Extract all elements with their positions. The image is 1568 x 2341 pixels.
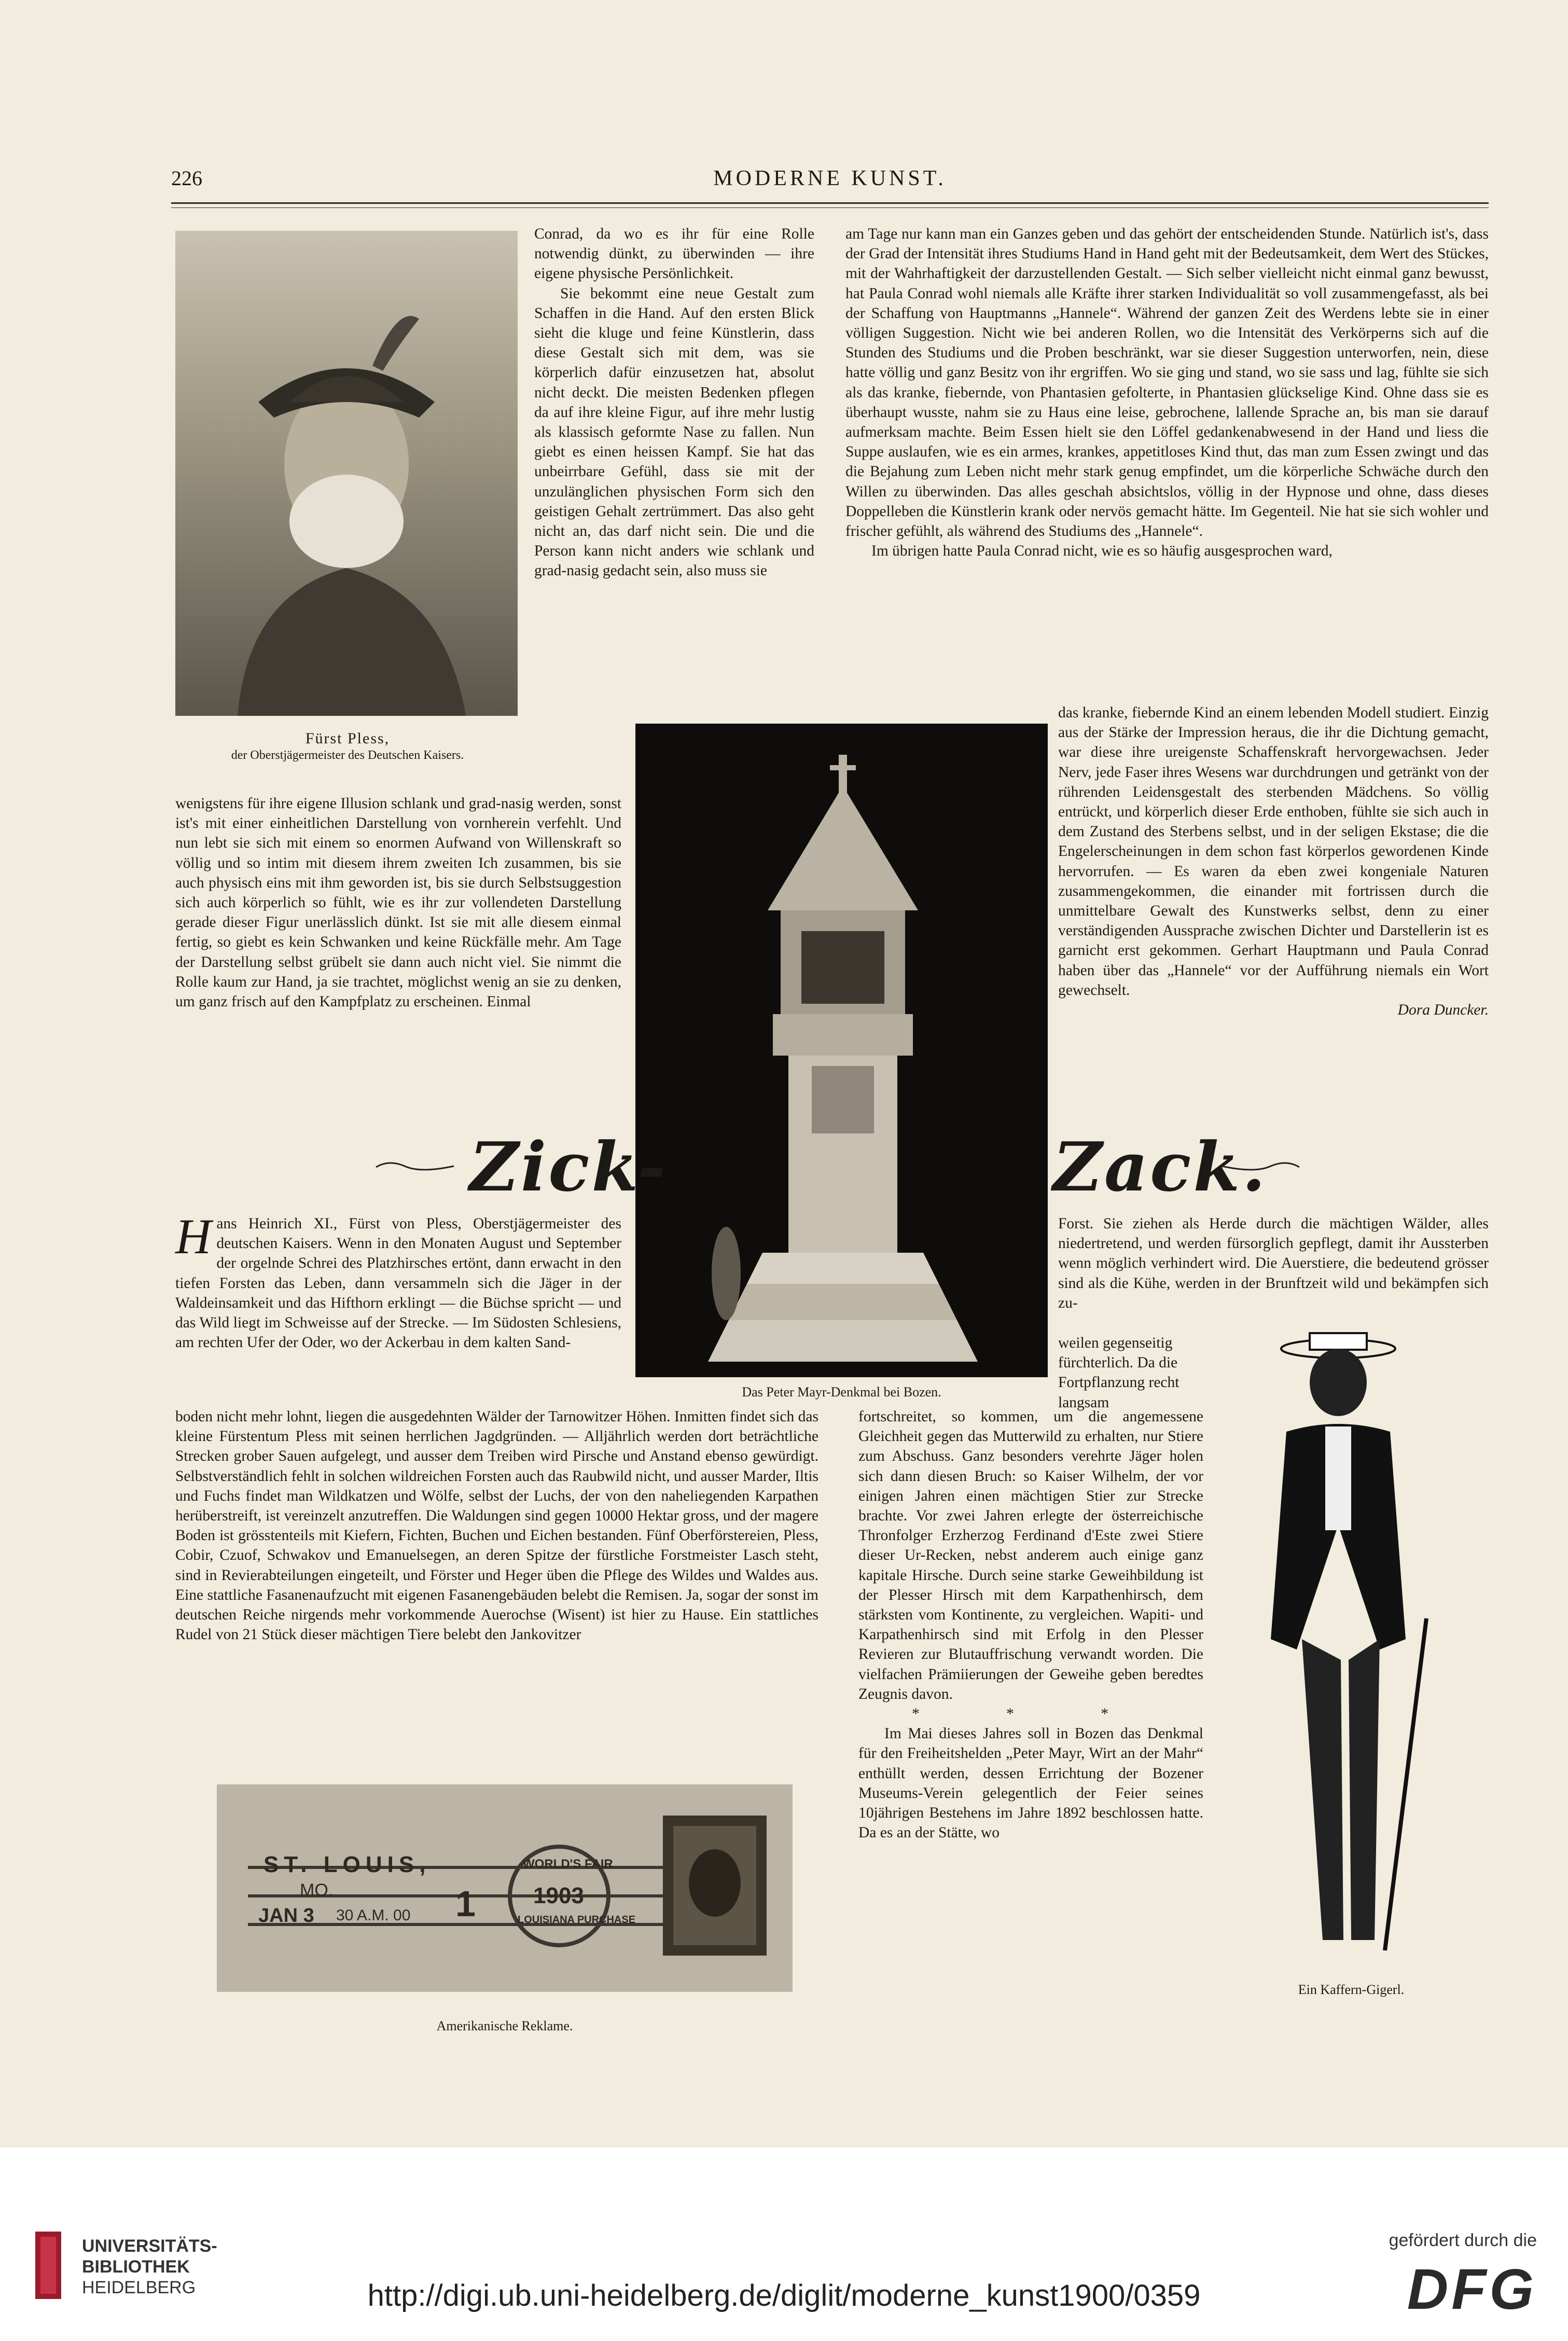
postmark-state: MO. [300,1880,334,1900]
advert-photo [217,1784,793,1992]
header-rule [171,202,1489,204]
monument-caption: Das Peter Mayr-Denkmal bei Bozen. [742,1384,941,1400]
postmark-fair-bottom: LOUISIANA PURCHASE [518,1914,636,1926]
page-header [171,166,1489,197]
library-line-1: UNIVERSITÄTS- [82,2236,217,2256]
portrait-caption-name: Fürst Pless, [305,730,390,747]
paragraph: weilen gegenseitig fürchterlich. Da die Fortpflanzung recht langsam [1058,1335,1180,1411]
headline-zick: Zick- [469,1127,668,1207]
digitization-footer [0,2148,1568,2341]
paragraph: Conrad, da wo es ihr für eine Rolle notwendig dünkt, zu überwinden — ihre eigene physische Persönlichkeit. [534,226,814,282]
paragraph: wenigstens für ihre eigene Illusion schlank und grad-nasig werden, sonst ist's mit einer einheitlichen Darstellung von vornherein verfehlt. Und nun lebt sie sich mit einem so enormen Aufwand von Willenskraft so völlig und so intim mit diesem ihrem zweiten Ich zusammen, bis sie auch physisch eins mit ihm geworden ist, bis sie durch Selbstsuggestion sich auch körperlich so fühlt, wie es ihr zur vollendeten Darstellung gerade dieser Figur unerlässlich dünkt. Ist sie mit alle diesem einmal fertig, so giebt es kein Schwanken und keine Rückfälle mehr. Am Tage der Darstellung selbst grübelt sie dann auch nicht viel. Sie nimmt die Rolle kaum zur Hand, ja sie trachtet, möglichst wenig an sie zu denken, um ganz frisch auf den Kampfplatz zu erscheinen. Einmal [175,795,621,1010]
zz-column-right-a [1058,1214,1489,1313]
paragraph [175,1209,621,1352]
zz-column-left-b [175,1407,818,1644]
column-2-top [534,224,814,581]
gigerl-caption: Ein Kaffern-Gigerl. [1298,1982,1405,1997]
header-rule-thin [171,207,1489,208]
postmark-date: JAN 3 [258,1905,314,1927]
headline-zack: Zack. [1053,1127,1268,1207]
source-url-link[interactable]: http://digi.ub.uni-heidelberg.de/diglit/moderne_kunst1900/0359 [367,2279,1201,2312]
section-stars: * * * [912,1706,1150,1723]
portrait-caption [166,730,529,764]
column-1-middle [175,794,621,1012]
paragraph: Sie bekommt eine neue Gestalt zum Schaffen in die Hand. Auf den ersten Blick sieht die kluge und feine Künstlerin, dass diese Gestalt sich mit dem, was sie körperlich dafür einzusetzen hat, absolut nicht deckt. Die meisten Bedenken pflegen da auf ihre kleine Figur, auf ihre mehr lustig als klassisch geformte Nase zu fallen. Nun giebt es einen heissen Kampf. Sie hat das unbeirrbare Gefühl, dass sie mit der unzulänglichen physischen Form sich den geistigen Gehalt zertrümmert. Das also geht nicht an, das darf nicht sein. Die und die Person kann nicht anders wie schlank und grad-nasig gedacht sein, also muss sie [534,285,814,579]
paragraph-text: ans Heinrich XI., Fürst von Pless, Oberstjägermeister des deutschen Kaisers. Wenn in den Monaten August und September der orgelnde Schrei des Platzhirsches ertönt, dann erwacht in den tiefen Forsten das Leben, dann versammeln sich die Jäger in der Waldeinsamkeit und das Hifthorn erklingt — die Büchse spricht — und das Wild liegt im Schweisse auf der Strecke. — Im Südosten Schlesiens, am rechten Ufer der Oder, wo der Ackerbau in dem kalten Sand- [175,1215,621,1351]
paragraph: das kranke, fiebernde Kind an einem lebenden Modell studiert. Einzig aus der Stärke der Impression heraus, die ihr die Dichtung gemacht, war diese ihre ureigenste Schaffenskraft hervorgewachsen. Jeder Nerv, jede Faser ihres Wesens war durchdrungen und getränkt von der rührenden Leidensgestalt des sterbenden Mädchens. So völlig entrückt, und körperlich dieser Erde enthoben, fühlte sie sich auch in dem Zustand des Sterbens selbst, und in der seligen Ekstase; die die Engelerscheinungen in dem schon fast körperlos gewordenen Kinde hervorrufen. — Es waren da eben zwei kongeniale Naturen zusammengekommen, die einander mit fortrissen durch die unmittelbare Gewalt des Kunstwerks selbst, denn zu einer verständigenden Aussprache zwischen Dichter und Darstellerin ist es garnicht erst gekommen. Gerhart Hauptmann und Paula Conrad haben über das „Hannele“ vor der Aufführung niemals ein Wort gewechselt. [1058,704,1489,999]
postmark-fair-year: 1903 [533,1883,584,1908]
paragraph: fortschreitet, so kommen, um die angemessene Gleichheit gegen das Mutterwild zu erhalten, nur Stiere zum Abschuss. Ganz besonders verehrte Jäger holen sich dann diesen Bruch: so Kaiser Wilhelm, der vor einigen Jahren einen mächtigen Stier zur Strecke brachte. Vor zwei Jahren erlegte der österreichische Thronfolger Erzherzog Ferdinand d'Este zwei Stiere dieser Ur-Recken, nebst anderem auch einige ganz kapitale Hirsche. Durch seine starke Geweihbildung ist der Plesser Hirsch mit dem Karpathenhirsch, dem stärksten vom Kontinente, zu vergleichen. Wapiti- und Karpathenhirsch sind mit Erfolg in den Plesser Revieren zur Blutauffrischung verwandt worden. Die vielfachen Prämiierungen der Geweihe geben beredtes Zeugnis davon. [858,1408,1203,1702]
monument-photo [635,724,1048,1377]
portrait-caption-desc: der Oberstjägermeister des Deutschen Kaisers. [231,749,464,762]
drop-cap: H [175,1209,212,1264]
right-ornament [1219,1157,1302,1178]
paragraph: Forst. Sie ziehen als Herde durch die mächtigen Wälder, alles niedertretend, und werden fürsorglich gepflegt, damit ihr Aussterben wenn möglich verhindert wird. Die Auerstiere, die bedeutend grösser sind als die Kühe, werden in der Brunftzeit wild und bekämpfen sich zu- [1058,1215,1489,1311]
funding-note: gefördert durch die [1389,2231,1537,2250]
postmark-number: 1 [455,1883,476,1924]
library-line-2: BIBLIOTHEK [82,2257,190,2277]
paragraph: Im Mai dieses Jahres soll in Bozen das Denkmal für den Freiheitshelden „Peter Mayr, Wirt an der Mahr“ enthüllt werden, dessen Errichtung der Bozener Museums-Verein gelegentlich der Feier seines 10jährigen Bestehens im Jahre 1892 beschlossen hatte. Da es an der Stätte, wo [858,1725,1203,1841]
advert-caption: Amerikanische Reklame. [436,2018,573,2033]
paragraph: am Tage nur kann man ein Ganzes geben und das gehört der entscheidenden Stunde. Natürlich ist's, dass der Grad der Intensität ihres Studiums Hand in Hand geht mit der Bedeutsamkeit, dem Wert des Stückes, mit der Wahrhaftigkeit der darzustellenden Gestalt. — Sich selber vielleicht nicht einmal ganz bewusst, hat Paula Conrad wohl niemals alle Kräfte ihrer starken Individualität so voll zusammengefasst, als bei der Schaffung von Hauptmanns „Hannele“. Während der ganzen Zeit des Werdens lebte sie in einer völligen Suggestion. Nicht wie bei anderen Rollen, wo die Intensität des Verkörperns sich auf die Stunden des Studiums und die Proben beschränkt, war sie dieser Suggestion unterworfen, nein, diese hatte völlig und ganz Besitz von ihr ergriffen. Wo sie ging und stand, wo sie sass und lag, fühlte sie sich als das kranke, fiebernde, von Phantasien gefolterte, in Phantasien glückselige Kind. Ohne dass sie es überhaupt wusste, nahm sie zu Haus eine leise, gebrochene, lallende Sprache an, bis man sie darauf aufmerksam machte. Beim Essen hielt sie den Löffel gedankenabwesend in der Hand und liess die Suppe auslaufen, wie es ein armes, krankes, appetitloses Kind thut, das man zum Essen zwingt und das die Bejahung zum Leben nicht mehr stark genug empfindet, um die körperliche Schwäche durch den Willen zu überwinden. Das alles geschah absichtslos, völlig in der Hypnose und ohne, dass dieses Doppelleben die Künstlerin krank oder nervös gemacht hätte. Im Gegenteil. Nie hat sie sich wohler und frischer gefühlt, als während des Studiums des „Hannele“. [845,226,1489,540]
column-3-top [845,224,1489,561]
paragraph: Im übrigen hatte Paula Conrad nicht, wie es so häufig ausgesprochen ward, [871,543,1333,560]
page-number: 226 [171,167,202,190]
column-3-middle [1058,703,1489,1020]
postmark-time: 30 A.M. 00 [336,1907,411,1924]
running-title: MODERNE KUNST. [713,167,947,190]
postmark-city: ST. LOUIS, [263,1852,431,1877]
gigerl-drawing [1209,1328,1494,1976]
paragraph: boden nicht mehr lohnt, liegen die ausgedehnten Wälder der Tarnowitzer Höhen. Inmitten findet sich das kleine Fürstentum Pless mit seinen herrlichen Jagdgründen. — Alljährlich werden dort beträchtliche Strecken grober Sauen aufgelegt, und ausser dem Treiben wird Pirsche und Anstand ebenso gewürdigt. Selbstverständlich fehlt in solchen wildreichen Forsten auch das Raubwild nicht, und ausser Marder, Iltis und Fuchs findet man Wildkatzen und Wölfe, selbst der Luchs, der von den naheliegenden Karpathen herüberstreift, ist vereinzelt anzutreffen. Die Waldungen sind gegen 10000 Hektar gross, und der magere Boden ist grösstenteils mit Kiefern, Fichten, Buchen und Eichen bestanden. Fünf Oberförstereien, Pless, Cobir, Czuof, Schwakov und Emanuelsegen, an deren Spitze der fürstliche Forstmeister Lasch steht, sind in Revierabteilungen eingeteilt, und Förster und Heger üben die Pflege des Wildes und Waldes aus. Eine stattliche Fasanenaufzucht mit eigenen Fasanengebäuden belebt die Remisen. Ja, sogar der sonst im deutschen Reiche nirgends mehr vorkommende Auerochse (Wisent) ist hier zu Hause. Ein stattliches Rudel von 21 Stück dieser mächtigen Tiere belebt den Jankovitzer [175,1408,818,1643]
author-signature: Dora Duncker. [1397,1002,1489,1019]
left-ornament [373,1157,456,1178]
library-line-3: HEIDELBERG [82,2278,196,2297]
zz-column-middle [858,1407,1203,1843]
portrait-photo [175,231,518,716]
dfg-logo[interactable]: DFG [1407,2257,1537,2321]
zz-column-left-a [175,1209,621,1352]
postmark-fair-top: WORLD'S FAIR [523,1857,613,1871]
zz-column-right-b [1058,1333,1188,1412]
